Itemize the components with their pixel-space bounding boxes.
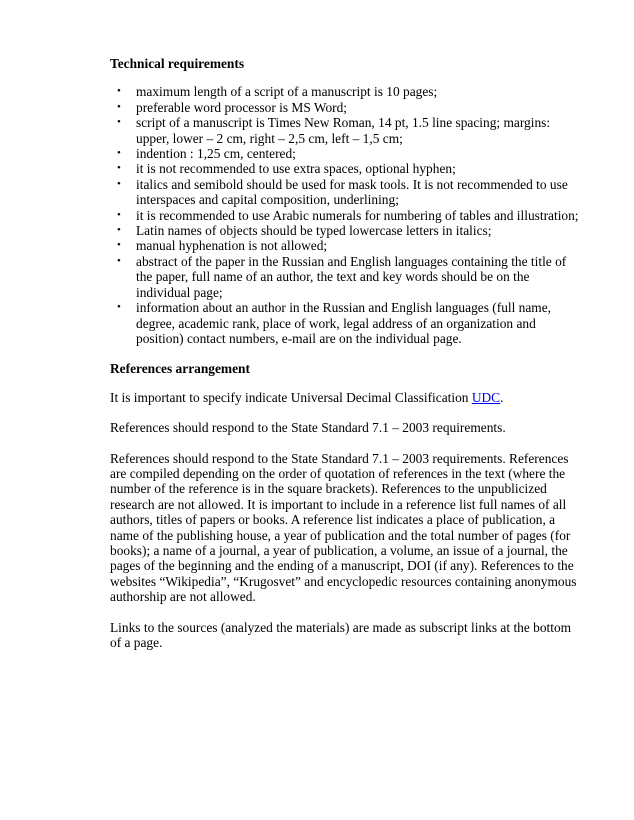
references-details-paragraph: References should respond to the State Standard 7.1 – 2003 requirements. References are compiled depending on the order of quotation of references in the text (where the number of the reference is in the square brackets). References to the unpublicized research are not allowed. It is important to include in a reference list full names of all authors, titles of papers or books. A reference list indicates a place of publication, a name of the publishing house, a year of publication and the total number of pages (for books); a name of a journal, a year of publication, a volume, an issue of a journal, the pages of the beginning and the ending of a manuscript, DOI (if any). References to the websites “Wikipedia”, “Krugosvet” and encyclopedic resources containing anonymous authorship are not allowed. (110, 450, 577, 605)
technical-requirements-heading: Technical requirements (110, 56, 245, 71)
technical-requirements-list (110, 84, 585, 346)
standard-paragraph: References should respond to the State Standard 7.1 – 2003 requirements. (110, 420, 506, 436)
list-item-text: script of a manuscript is Times New Roman, 14 pt, 1.5 line spacing; margins: upper, lower – 2 cm, right – 2,5 cm, left – 1,5 cm; (136, 115, 551, 146)
list-item-text: abstract of the paper in the Russian and English languages containing the title of the paper, full name of an author, the text and key words should be on the individual page; (136, 253, 567, 300)
bullet-icon: • (117, 147, 121, 160)
bullet-icon: • (117, 254, 121, 267)
list-item-text: maximum length of a script of a manuscript is 10 pages; (136, 84, 438, 100)
udc-link[interactable]: UDC (471, 389, 501, 405)
bullet-icon: • (117, 208, 121, 221)
list-item-text: it is not recommended to use extra spaces, optional hyphen; (136, 161, 456, 177)
bullet-icon: • (117, 239, 121, 252)
list-item (117, 84, 585, 100)
bullet-icon: • (117, 100, 121, 113)
udc-paragraph (110, 390, 585, 405)
list-item (117, 300, 585, 346)
references-arrangement-heading: References arrangement (110, 361, 250, 377)
bullet-icon: • (117, 162, 121, 175)
list-item (117, 176, 585, 208)
bullet-icon: • (117, 224, 121, 237)
document-page (110, 56, 585, 665)
list-item-text: italics and semibold should be used for mask tools. It is not recommended to use interspaces and capital composition, underlining; (136, 176, 568, 208)
list-item (117, 207, 585, 223)
list-item-text: preferable word processor is MS Word; (136, 99, 348, 115)
list-item (117, 223, 585, 239)
bullet-icon: • (117, 116, 121, 129)
list-item-text: manual hyphenation is not allowed; (136, 238, 328, 254)
udc-text-end: . (500, 389, 504, 405)
bullet-icon: • (117, 301, 121, 314)
list-item (117, 161, 585, 177)
links-paragraph: Links to the sources (analyzed the materials) are made as subscript links at the bottom of a page. (110, 619, 572, 650)
list-item-text: information about an author in the Russian and English languages (full name, degree, academic rank, place of work, legal address of an organization and position) contact numbers, e-mail are on the individual page. (136, 300, 552, 346)
udc-text: It is important to specify indicate Universal Decimal Classification (110, 389, 472, 405)
list-item-text: Latin names of objects should be typed lowercase letters in italics; (136, 223, 492, 239)
list-item (117, 253, 585, 300)
list-item-text: indention : 1,25 cm, centered; (136, 146, 296, 162)
bullet-icon: • (117, 85, 121, 98)
list-item-text: it is recommended to use Arabic numerals for numbering of tables and illustration; (136, 207, 579, 223)
list-item (117, 146, 585, 162)
references-section (110, 361, 585, 650)
bullet-icon: • (117, 177, 121, 190)
list-item (117, 99, 585, 115)
list-item (117, 238, 585, 254)
list-item (117, 115, 585, 146)
